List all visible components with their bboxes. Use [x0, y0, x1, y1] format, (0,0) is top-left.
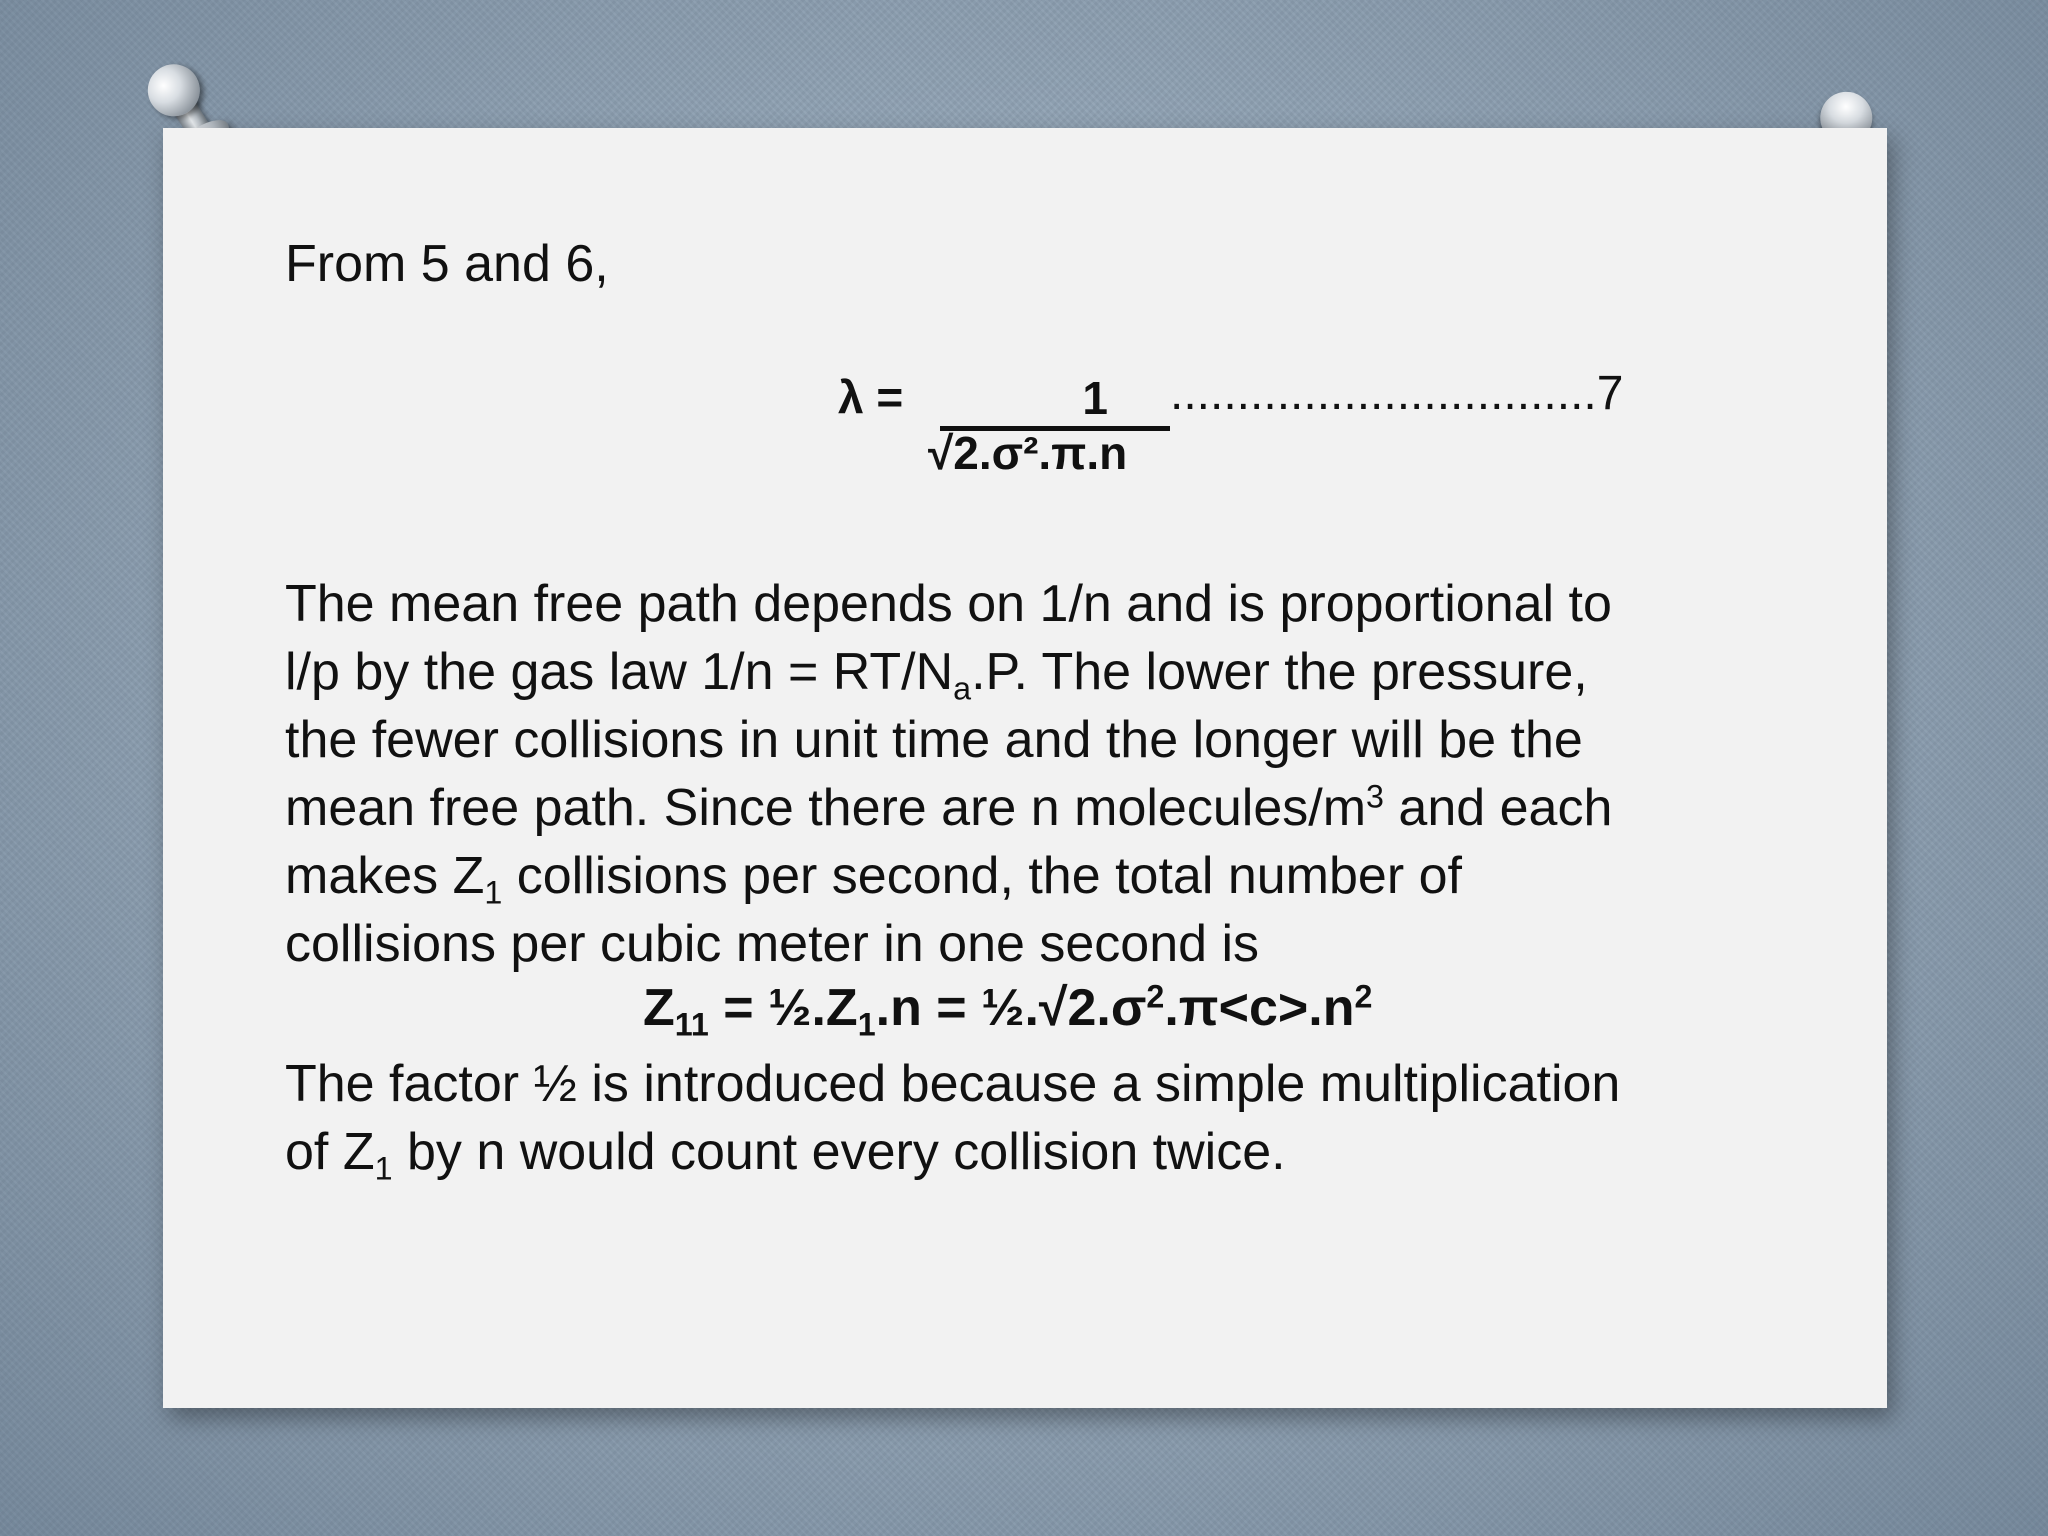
paragraph-line: the fewer collisions in unit time and the longer will be the [285, 711, 1583, 769]
equation-denominator: √2.σ².π.n [928, 427, 1128, 479]
paragraph-line: The factor ½ is introduced because a simple multiplication [285, 1055, 1621, 1113]
paragraph-line: mean free path. Since there are n molecules/$m^3$ and each [285, 778, 1613, 837]
paragraph-line: The mean free path depends on 1/n and is proportional to [285, 575, 1612, 633]
equation-numerator: 1 [940, 370, 1170, 431]
equation-lhs: λ = [838, 371, 904, 423]
equation-z11: $Z_{11}$ = $\frac{1}{2}.Z_1.n$ = $\frac{1}{2}.√2.\sigma^2.\pi<c>.n^2$ [643, 978, 1373, 1043]
paragraph-line: l/p by the gas law $1/n = RT/N_a.P$. The lower the pressure, [285, 643, 1588, 707]
paragraph-line: of $Z_1$ by n would count every collision twice. [285, 1123, 1286, 1187]
equation-leader: ................................7 [1170, 367, 1624, 420]
paragraph-mean-free-path [285, 570, 1612, 978]
paragraph-line: collisions per cubic meter in one second is [285, 915, 1260, 973]
intro-text: From 5 and 6, [285, 235, 609, 293]
paragraph-factor-half [285, 1050, 1620, 1186]
paragraph-line: makes $Z_1$ collisions per second, the total number of [285, 847, 1462, 911]
